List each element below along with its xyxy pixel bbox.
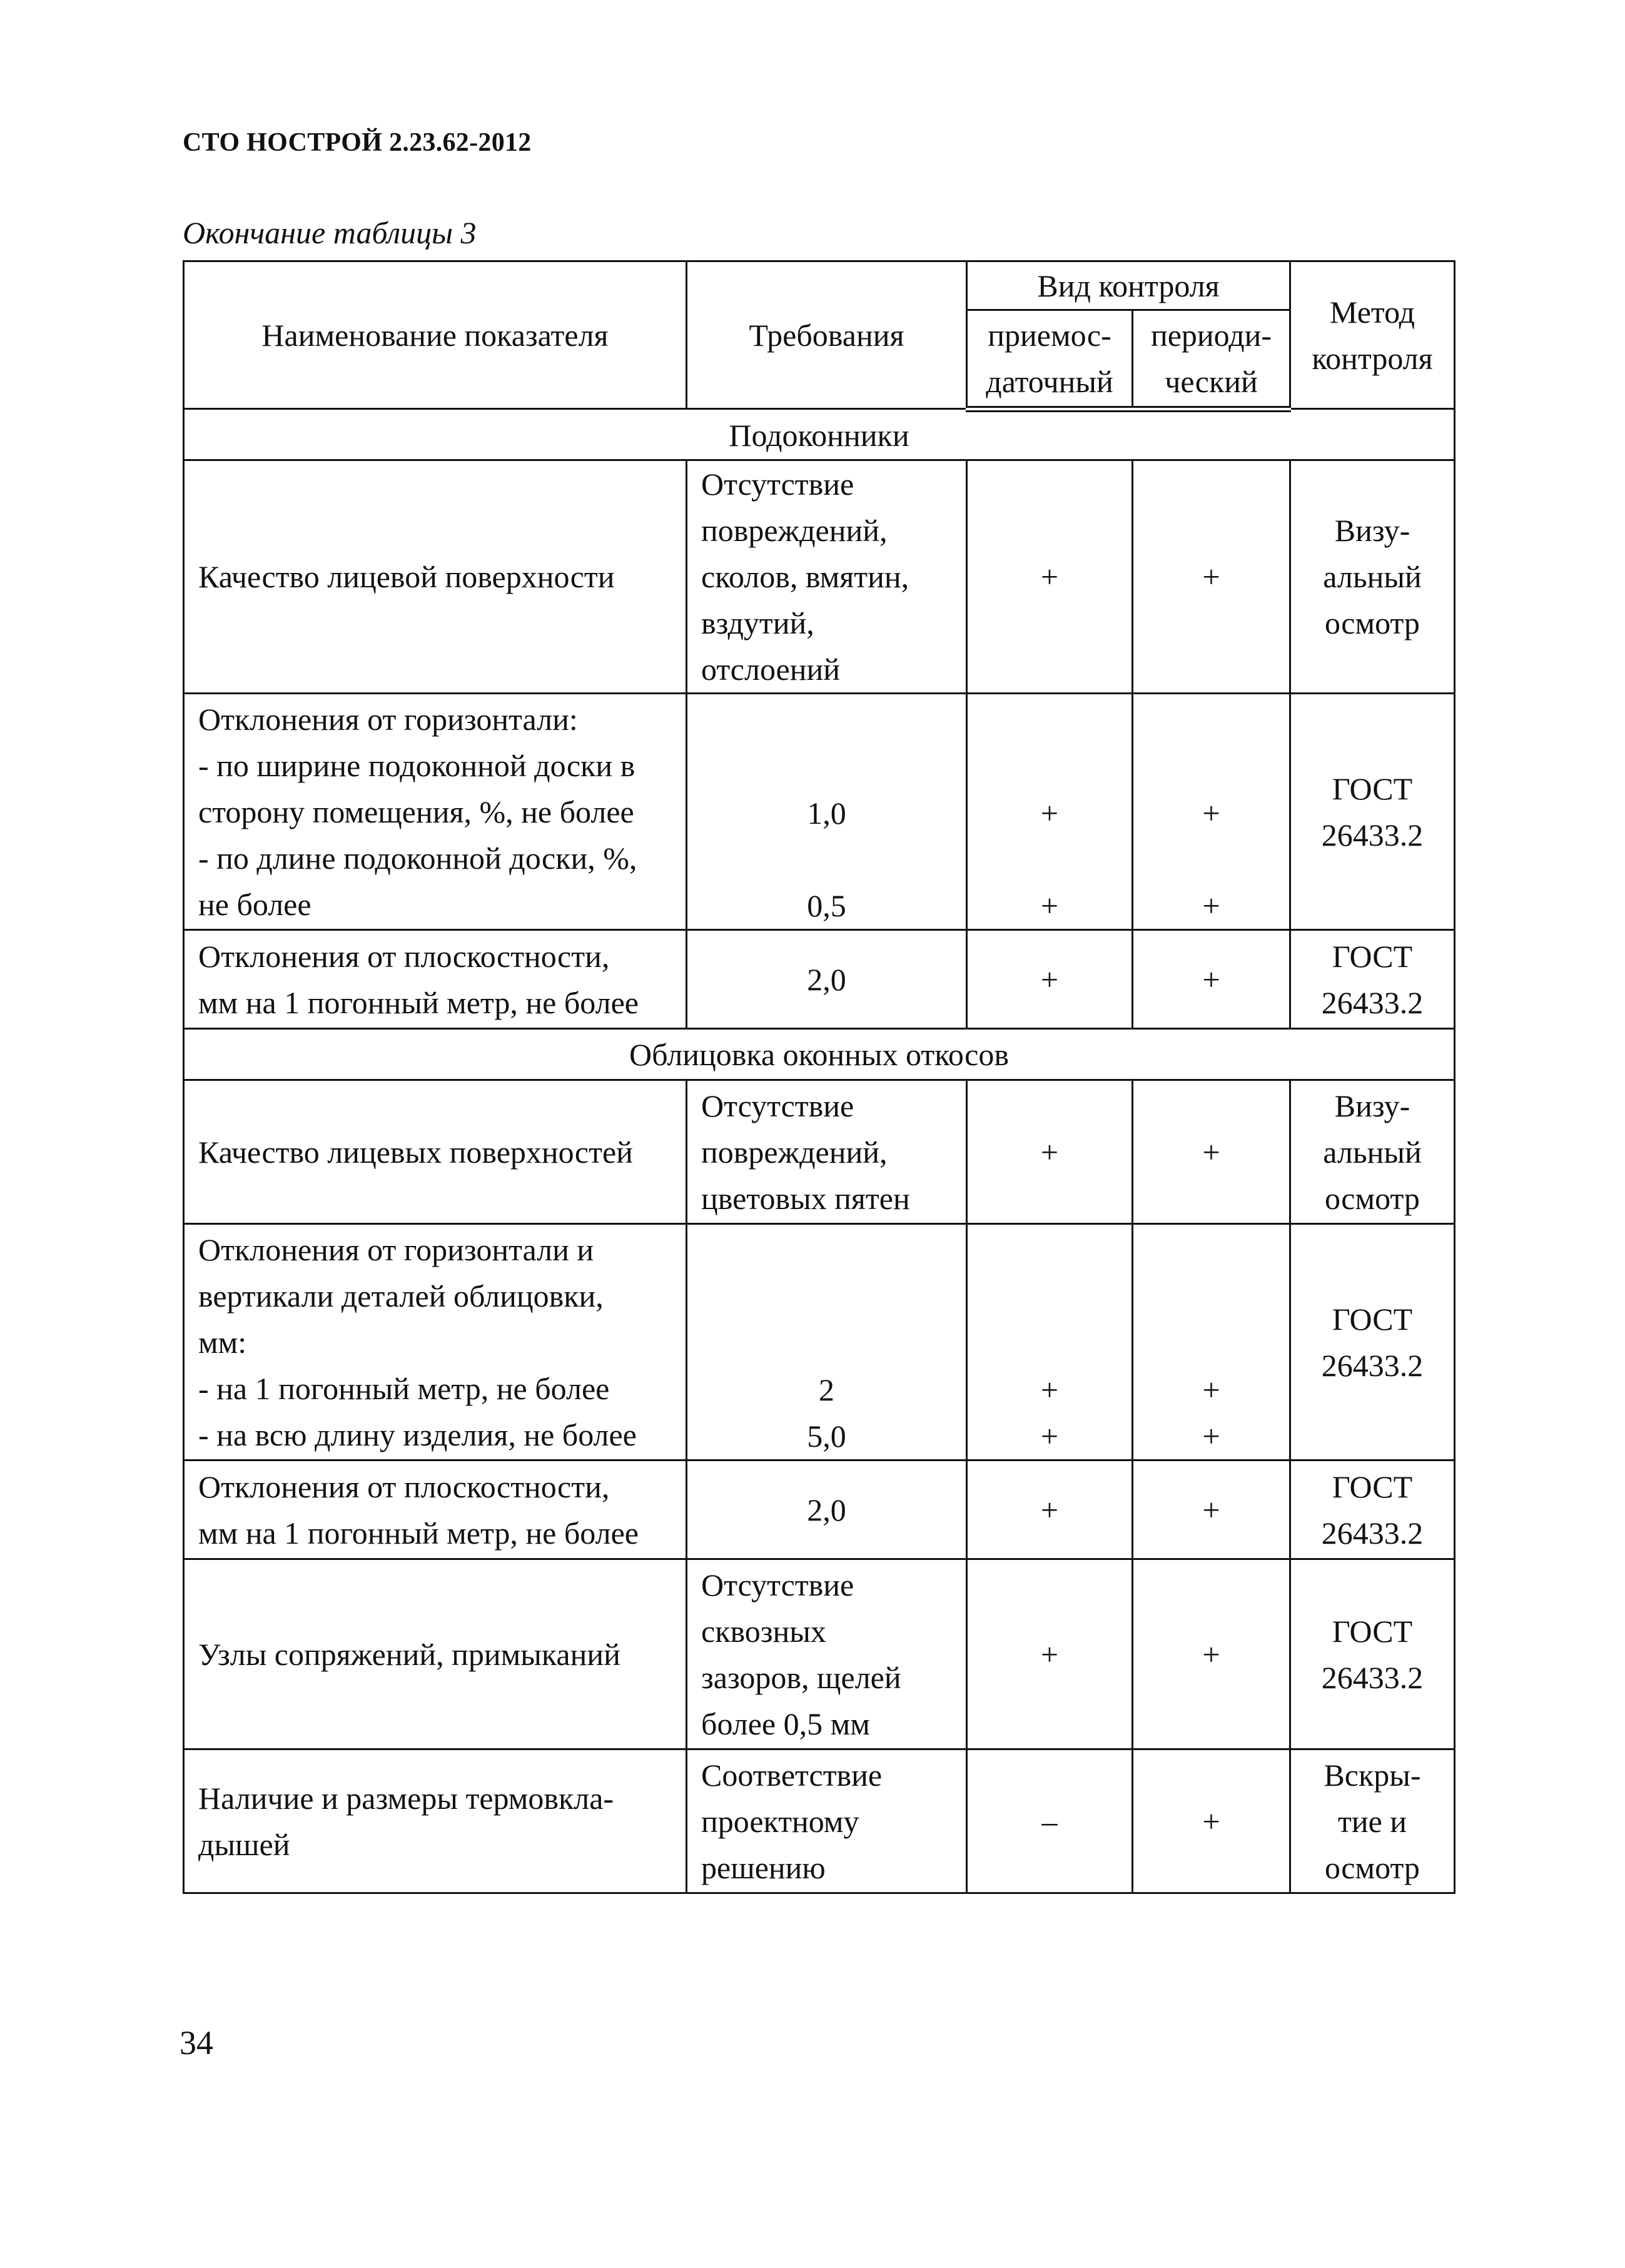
header-method — [1290, 261, 1455, 409]
text-line: мм на 1 погонный метр, не более — [198, 1515, 639, 1551]
header-control-type: Вид контроля — [967, 261, 1290, 310]
cell-requirements — [687, 460, 967, 694]
cell-requirements — [687, 1559, 967, 1749]
text-line: альный — [1323, 1134, 1422, 1170]
table-row — [184, 1080, 1455, 1224]
text-line: приемос- — [988, 317, 1111, 353]
cell-acceptance: + — [967, 930, 1133, 1029]
table-caption: Окончание таблицы 3 — [183, 215, 477, 250]
text-line: + — [1202, 888, 1220, 923]
cell-name — [184, 1749, 687, 1893]
cell-acceptance: + — [967, 460, 1133, 694]
text-line: 2 — [819, 1372, 834, 1407]
text-line: вздутий, — [701, 605, 814, 640]
table-row — [184, 460, 1455, 694]
cell-acceptance: + — [967, 1559, 1133, 1749]
table-row — [184, 1749, 1455, 1893]
requirements-table — [183, 260, 1455, 1894]
text-line: Отклонения от плоскостности, — [198, 938, 610, 974]
section-title: Подоконники — [184, 409, 1455, 460]
text-line: дышей — [198, 1826, 290, 1862]
text-line: контроля — [1312, 340, 1433, 376]
text-line: решению — [701, 1850, 826, 1885]
text-line: + — [1040, 1372, 1059, 1407]
cell-name — [184, 930, 687, 1029]
text-line: - по длине подоконной доски, %, — [198, 840, 637, 876]
page-number: 34 — [180, 2024, 213, 2062]
cell-method — [1290, 930, 1455, 1029]
text-line: цветовых пятен — [701, 1180, 910, 1216]
document-code: СТО НОСТРОЙ 2.23.62-2012 — [183, 128, 532, 157]
header-name: Наименование показателя — [184, 261, 687, 409]
text-line: - на 1 погонный метр, не более — [198, 1370, 610, 1406]
text-line: ГОСТ — [1332, 1301, 1413, 1337]
text-line: не более — [198, 886, 311, 922]
text-line: зазоров, щелей — [701, 1659, 901, 1695]
text-line: Отклонения от горизонтали: — [198, 701, 578, 737]
text-line: отслоений — [701, 652, 841, 687]
header-requirements: Требования — [687, 261, 967, 409]
text-line: ГОСТ — [1332, 938, 1413, 974]
text-line: - на всю длину изделия, не более — [198, 1417, 637, 1452]
text-line: Визу- — [1334, 1088, 1410, 1123]
section-row — [184, 1029, 1455, 1080]
text-line: ГОСТ — [1332, 771, 1413, 806]
table-row — [184, 1461, 1455, 1559]
cell-requirements: 2,0 — [687, 930, 967, 1029]
text-line: сколов, вмятин, — [701, 559, 909, 594]
text-line: Наличие и размеры термовкла- — [198, 1780, 614, 1816]
cell-acceptance — [967, 1224, 1133, 1461]
cell-acceptance: – — [967, 1749, 1133, 1893]
cell-method — [1290, 1080, 1455, 1224]
cell-name: Качество лицевой поверхности — [184, 460, 687, 694]
text-line: Соответствие — [701, 1757, 883, 1793]
text-line: более 0,5 мм — [701, 1706, 870, 1741]
text-line: Отклонения от горизонтали и — [198, 1232, 594, 1267]
text-line: тие и — [1337, 1803, 1407, 1839]
text-line: 26433.2 — [1321, 817, 1424, 853]
table-header-row — [184, 261, 1455, 310]
text-line: ГОСТ — [1332, 1613, 1413, 1649]
text-line: 5,0 — [807, 1419, 846, 1454]
text-line: 26433.2 — [1321, 1347, 1424, 1383]
text-line: Отсутствие — [701, 1567, 854, 1602]
table-row — [184, 694, 1455, 930]
text-line: ческий — [1165, 363, 1258, 399]
cell-requirements — [687, 1224, 967, 1461]
cell-acceptance: + — [967, 1461, 1133, 1559]
text-line: + — [1040, 796, 1059, 831]
table-row — [184, 1559, 1455, 1749]
text-line: 26433.2 — [1321, 1659, 1424, 1695]
cell-method — [1290, 460, 1455, 694]
section-title: Облицовка оконных откосов — [184, 1029, 1455, 1080]
cell-periodic: + — [1133, 460, 1290, 694]
text-line: сторону помещения, %, не более — [198, 794, 634, 829]
table-row — [184, 1224, 1455, 1461]
text-line: Отсутствие — [701, 1088, 854, 1123]
text-line: + — [1202, 796, 1220, 831]
text-line: Метод — [1329, 294, 1415, 330]
text-line: ГОСТ — [1332, 1469, 1413, 1504]
cell-periodic: + — [1133, 1749, 1290, 1893]
cell-name — [184, 1224, 687, 1461]
cell-acceptance — [967, 694, 1133, 930]
cell-name — [184, 1461, 687, 1559]
cell-method — [1290, 1559, 1455, 1749]
table-row — [184, 930, 1455, 1029]
cell-method — [1290, 694, 1455, 930]
text-line: - по ширине подоконной доски в — [198, 747, 635, 783]
cell-periodic: + — [1133, 1559, 1290, 1749]
text-line: периоди- — [1150, 317, 1272, 353]
cell-requirements — [687, 1080, 967, 1224]
cell-periodic: + — [1133, 1461, 1290, 1559]
cell-acceptance: + — [967, 1080, 1133, 1224]
cell-requirements — [687, 1749, 967, 1893]
cell-method — [1290, 1749, 1455, 1893]
text-line: осмотр — [1325, 605, 1420, 640]
text-line: + — [1040, 888, 1059, 923]
cell-periodic — [1133, 694, 1290, 930]
text-line: 1,0 — [807, 796, 846, 831]
cell-method — [1290, 1224, 1455, 1461]
cell-periodic: + — [1133, 930, 1290, 1029]
text-line: даточный — [986, 363, 1113, 399]
text-line: вертикали деталей облицовки, — [198, 1278, 604, 1314]
cell-requirements: 2,0 — [687, 1461, 967, 1559]
text-line: проектному — [701, 1803, 859, 1839]
text-line: альный — [1323, 559, 1422, 594]
text-line: + — [1202, 1372, 1220, 1407]
text-line: осмотр — [1325, 1180, 1420, 1216]
text-line: осмотр — [1325, 1850, 1420, 1885]
header-periodic — [1133, 310, 1290, 409]
cell-periodic: + — [1133, 1080, 1290, 1224]
text-line: Визу- — [1334, 513, 1410, 548]
text-line: 26433.2 — [1321, 1515, 1424, 1551]
text-line: повреждений, — [701, 1134, 888, 1170]
text-line: Отсутствие — [701, 467, 854, 502]
cell-name: Узлы сопряжений, примыканий — [184, 1559, 687, 1749]
text-line: 26433.2 — [1321, 985, 1424, 1020]
text-line: сквозных — [701, 1613, 826, 1649]
cell-name — [184, 694, 687, 930]
cell-name: Качество лицевых поверхностей — [184, 1080, 687, 1224]
cell-requirements — [687, 694, 967, 930]
text-line: мм: — [198, 1324, 247, 1360]
cell-periodic — [1133, 1224, 1290, 1461]
header-acceptance — [967, 310, 1133, 409]
section-row — [184, 409, 1455, 460]
text-line: Отклонения от плоскостности, — [198, 1469, 610, 1504]
text-line: мм на 1 погонный метр, не более — [198, 985, 639, 1020]
text-line: Вскры- — [1324, 1757, 1421, 1793]
text-line: + — [1040, 1419, 1059, 1454]
cell-method — [1290, 1461, 1455, 1559]
text-line: повреждений, — [701, 513, 888, 548]
text-line: + — [1202, 1419, 1220, 1454]
text-line: 0,5 — [807, 888, 846, 923]
